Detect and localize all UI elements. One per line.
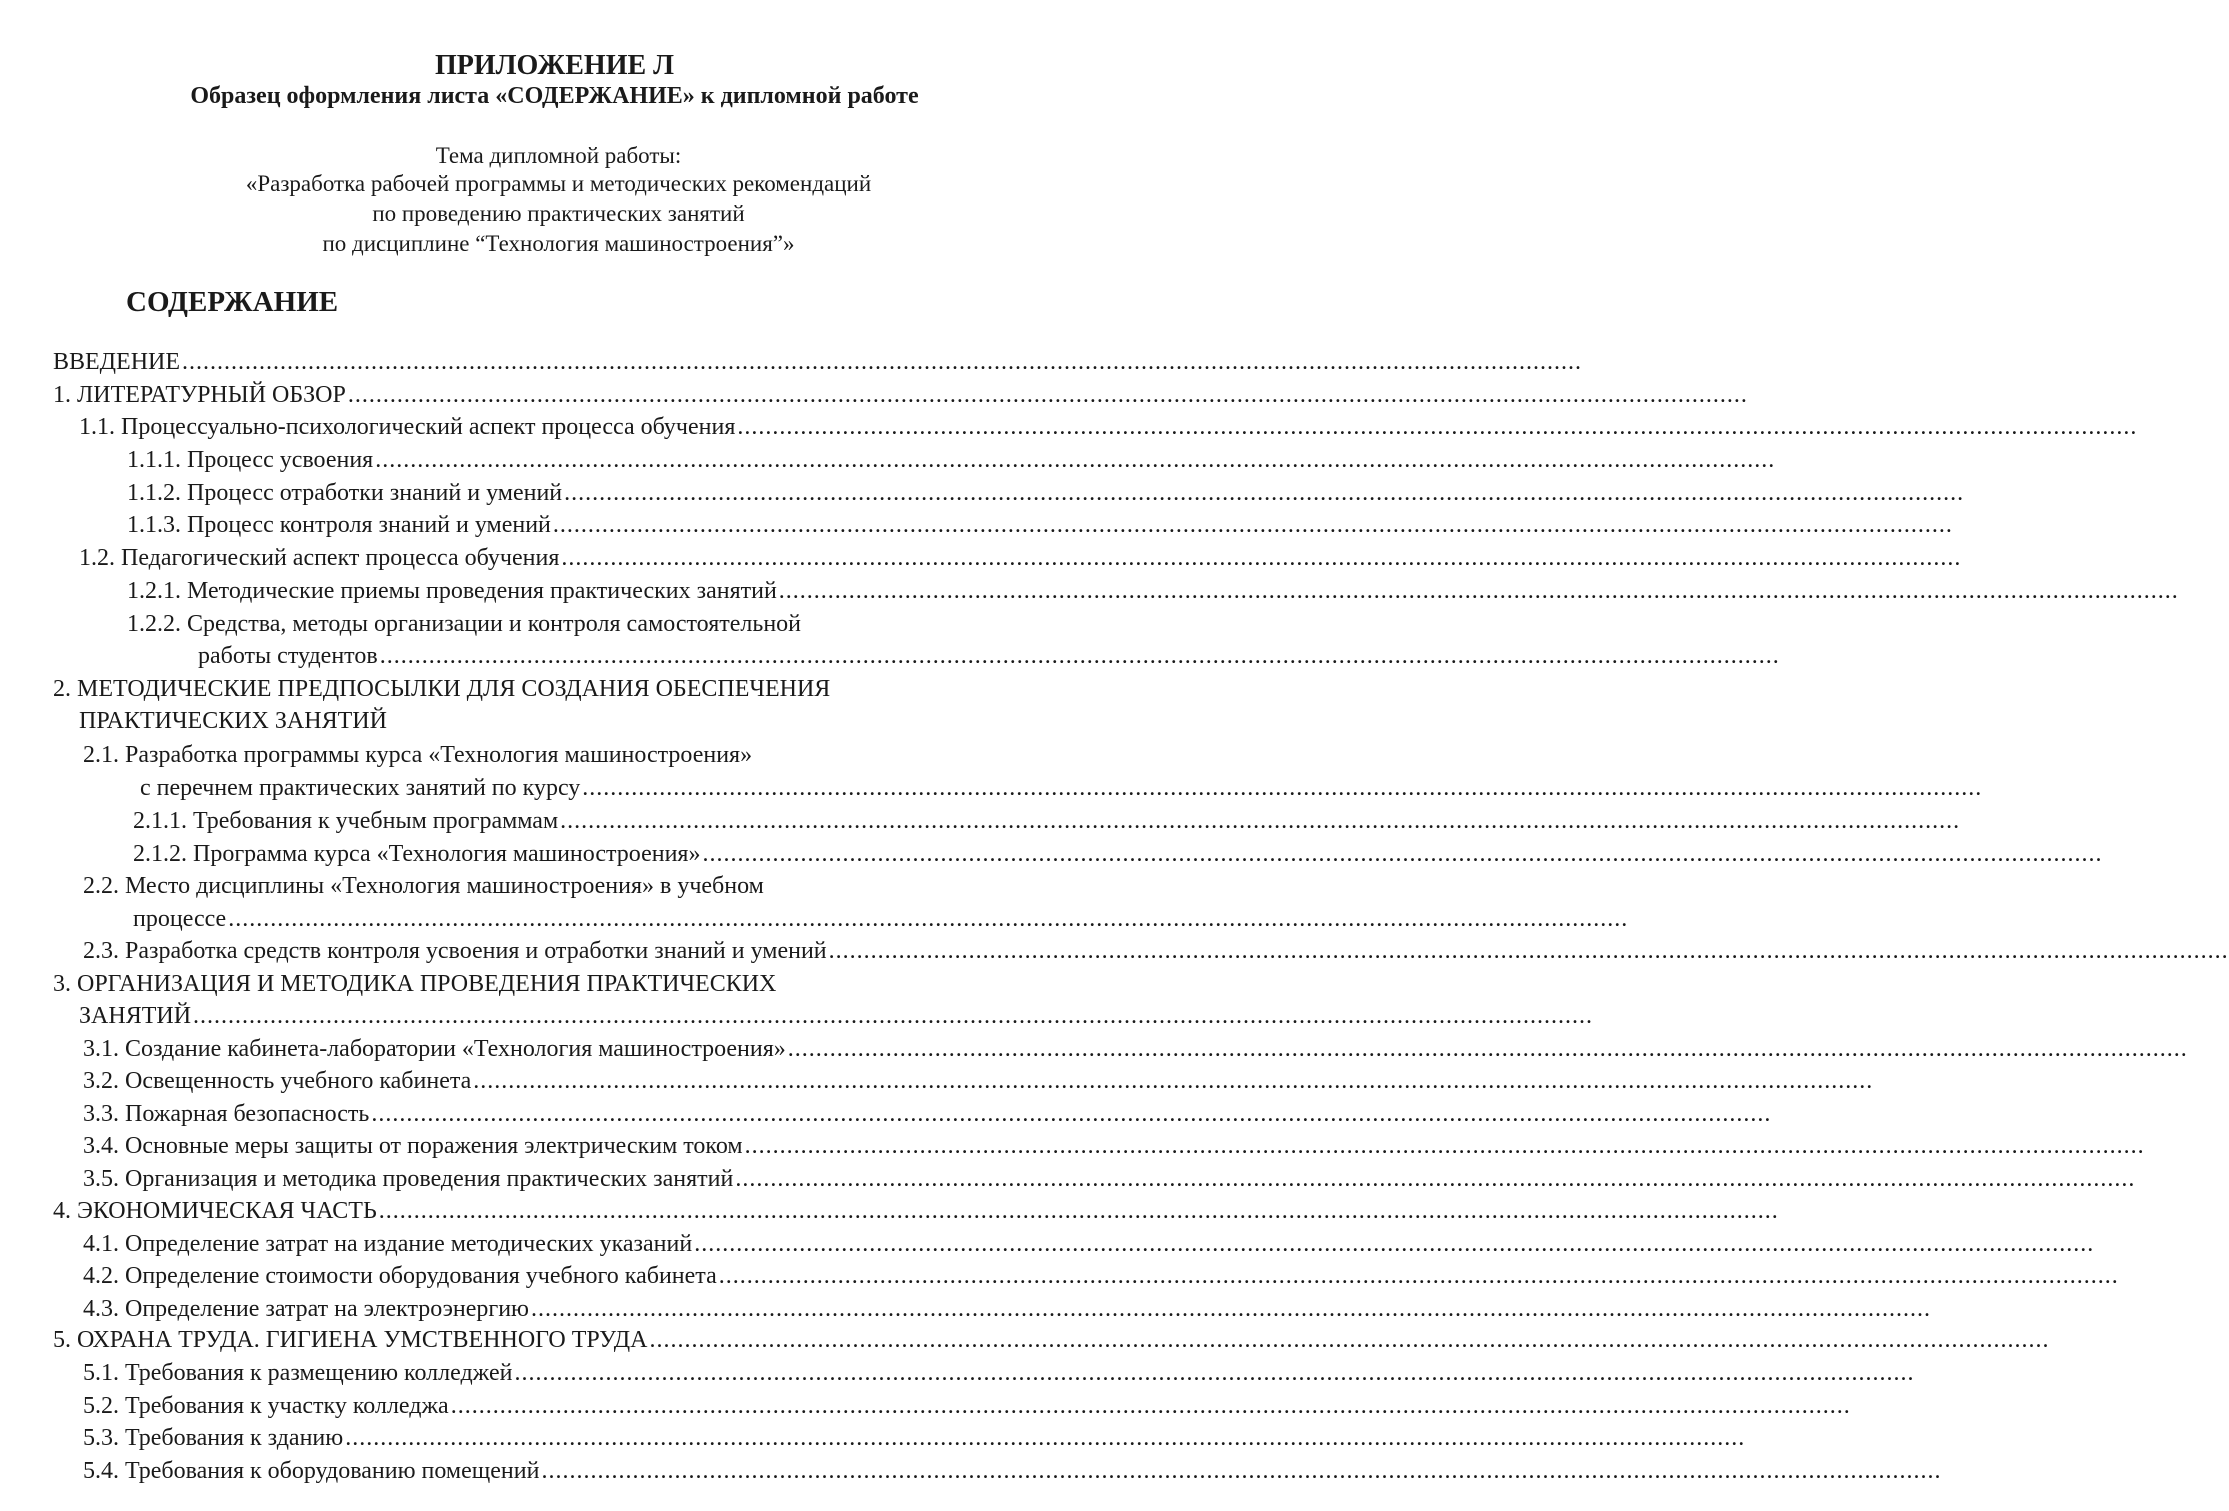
topic-line: «Разработка рабочей программы и методических рекомендаций [245,171,872,196]
toc-entry [127,611,801,643]
dot-leader: ........................................................................................................................................................................................................ [378,1198,1779,1224]
toc-entry [83,938,2229,970]
dot-leader: ........................................................................................................................................................................................................ [787,1036,2188,1062]
toc-entry [53,676,830,708]
dot-leader: ........................................................................................................................................................................................................ [552,512,1953,538]
toc-entry [127,512,1953,544]
toc-entry-text: 1.2.1. Методические приемы проведения практических занятий [127,578,777,604]
topic-line: по дисциплине “Технология машиностроения”» [322,231,795,256]
toc-entry-text: 1. ЛИТЕРАТУРНЫЙ ОБЗОР [53,382,346,408]
dot-leader: ........................................................................................................................................................................................................ [473,1068,1874,1094]
toc-entry-text: 4.1. Определение затрат на издание методических указаний [83,1231,693,1257]
toc-entry-text: 3.3. Пожарная безопасность [83,1101,370,1127]
toc-entry-text: 2.1. Разработка программы курса «Технология машиностроения» [83,742,753,768]
toc-entry-text: 5.4. Требования к оборудованию помещений [83,1458,540,1484]
topic-line: по проведению практических занятий [372,201,745,226]
dot-leader: ........................................................................................................................................................................................................ [828,938,2229,964]
toc-entry-text: 2.1.2. Программа курса «Технология машиностроения» [133,841,701,867]
toc-entry [83,1393,1851,1425]
dot-leader: ........................................................................................................................................................................................................ [371,1101,1772,1127]
toc-entry-text: работы студентов [198,643,378,669]
toc-entry-text: ЗАНЯТИЙ [79,1003,192,1029]
dot-leader: ........................................................................................................................................................................................................ [379,643,1780,669]
document-subtitle: Образец оформления листа «СОДЕРЖАНИЕ» к дипломной работе [190,83,919,109]
toc-entry [83,1425,1746,1457]
toc-entry [127,447,1776,479]
dot-leader: ........................................................................................................................................................................................................ [702,841,2103,867]
toc-entry-text: 3.4. Основные меры защиты от поражения электрическим током [83,1133,743,1159]
dot-leader: ........................................................................................................................................................................................................ [694,1231,2095,1257]
dot-leader: ........................................................................................................................................................................................................ [560,808,1961,834]
toc-entry [53,971,776,1003]
toc-entry-text: 1.1. Процессуально-психологический аспект процесса обучения [79,414,736,440]
toc-entry-text: 4. ЭКОНОМИЧЕСКАЯ ЧАСТЬ [53,1198,377,1224]
toc-entry [127,480,1965,512]
dot-leader: ........................................................................................................................................................................................................ [541,1458,1942,1484]
toc-entry [83,742,752,774]
dot-leader: ........................................................................................................................................................................................................ [450,1393,1851,1419]
toc-entry [83,1231,2095,1263]
dot-leader: ........................................................................................................................................................................................................ [345,1425,1746,1451]
toc-entry-text: ПРАКТИЧЕСКИХ ЗАНЯТИЙ [79,708,387,734]
toc-entry [83,1360,1915,1392]
toc-entry [79,708,387,740]
toc-entry [53,1327,2050,1359]
toc-title: СОДЕРЖАНИЕ [126,286,339,318]
appendix-heading: ПРИЛОЖЕНИЕ Л [434,50,675,81]
dot-leader: ........................................................................................................................................................................................................ [718,1263,2119,1289]
toc-entry [133,906,1629,938]
dot-leader: ........................................................................................................................................................................................................ [778,578,2179,604]
toc-entry-text: 2.1.1. Требования к учебным программам [133,808,559,834]
toc-entry [83,1101,1772,1133]
dot-leader: ........................................................................................................................................................................................................ [193,1003,1594,1029]
toc-entry [53,1198,1779,1230]
toc-entry [83,1068,1874,1100]
toc-entry-text: 4.3. Определение затрат на электроэнергию [83,1296,529,1322]
toc-entry [83,873,764,905]
toc-entry-text: 3.5. Организация и методика проведения практических занятий [83,1166,734,1192]
dot-leader: ........................................................................................................................................................................................................ [375,447,1776,473]
toc-entry-text: 1.2.2. Средства, методы организации и контроля самостоятельной [127,611,802,637]
toc-entry-text: 2.3. Разработка средств контроля усвоения и отработки знаний и умений [83,938,827,964]
dot-leader: ........................................................................................................................................................................................................ [735,1166,2136,1192]
toc-entry [83,1036,2188,1068]
toc-entry-text: 1.1.2. Процесс отработки знаний и умений [127,480,563,506]
toc-entry-text: 1.2. Педагогический аспект процесса обучения [79,545,560,571]
toc-entry [127,578,2179,610]
toc-entry [83,1166,2136,1198]
dot-leader: ........................................................................................................................................................................................................ [564,480,1965,506]
toc-entry-text: процессе [133,906,227,932]
toc-entry [83,1263,2119,1295]
toc-entry [53,382,1748,414]
toc-entry [198,643,1780,675]
toc-entry-text: 5.1. Требования к размещению колледжей [83,1360,513,1386]
toc-entry-text: 3. ОРГАНИЗАЦИЯ И МЕТОДИКА ПРОВЕДЕНИЯ ПРАКТИЧЕСКИХ [53,971,777,997]
toc-entry-text: 2.2. Место дисциплины «Технология машиностроения» в учебном [83,873,764,899]
toc-entry-text: 1.1.1. Процесс усвоения [127,447,374,473]
toc-entry [133,808,1961,840]
toc-entry-text: 4.2. Определение стоимости оборудования учебного кабинета [83,1263,717,1289]
dot-leader: ........................................................................................................................................................................................................ [561,545,1962,571]
toc-entry [83,1458,1942,1490]
dot-leader: ........................................................................................................................................................................................................ [514,1360,1915,1386]
toc-entry-text: 2. МЕТОДИЧЕСКИЕ ПРЕДПОСЫЛКИ ДЛЯ СОЗДАНИЯ ОБЕСПЕЧЕНИЯ [53,676,831,702]
toc-entry-text: ВВЕДЕНИЕ [53,349,181,375]
toc-entry [83,1133,2145,1165]
toc-entry [140,775,1983,807]
topic-label: Тема дипломной работы: [435,143,682,168]
toc-entry-text: 1.1.3. Процесс контроля знаний и умений [127,512,551,538]
dot-leader: ........................................................................................................................................................................................................ [737,414,2138,440]
toc-entry [79,414,2138,446]
toc-entry [79,545,1962,577]
toc-entry-text: 5.2. Требования к участку колледжа [83,1393,449,1419]
dot-leader: ........................................................................................................................................................................................................ [182,349,1583,375]
toc-entry [133,841,2103,873]
toc-entry-text: 3.2. Освещенность учебного кабинета [83,1068,472,1094]
dot-leader: ........................................................................................................................................................................................................ [744,1133,2145,1159]
toc-entry-text: 5.3. Требования к зданию [83,1425,344,1451]
toc-entry-text: 3.1. Создание кабинета-лаборатории «Технология машиностроения» [83,1036,786,1062]
dot-leader: ........................................................................................................................................................................................................ [228,906,1629,932]
toc-entry-text: 5. ОХРАНА ТРУДА. ГИГИЕНА УМСТВЕННОГО ТРУДА [53,1327,648,1353]
dot-leader: ........................................................................................................................................................................................................ [347,382,1748,408]
toc-entry-text: с перечнем практических занятий по курсу [140,775,581,801]
toc-entry [79,1003,1594,1035]
dot-leader: ........................................................................................................................................................................................................ [649,1327,2050,1353]
toc-entry [53,349,1583,381]
dot-leader: ........................................................................................................................................................................................................ [530,1296,1931,1322]
dot-leader: ........................................................................................................................................................................................................ [582,775,1983,801]
toc-entry [83,1296,1931,1328]
